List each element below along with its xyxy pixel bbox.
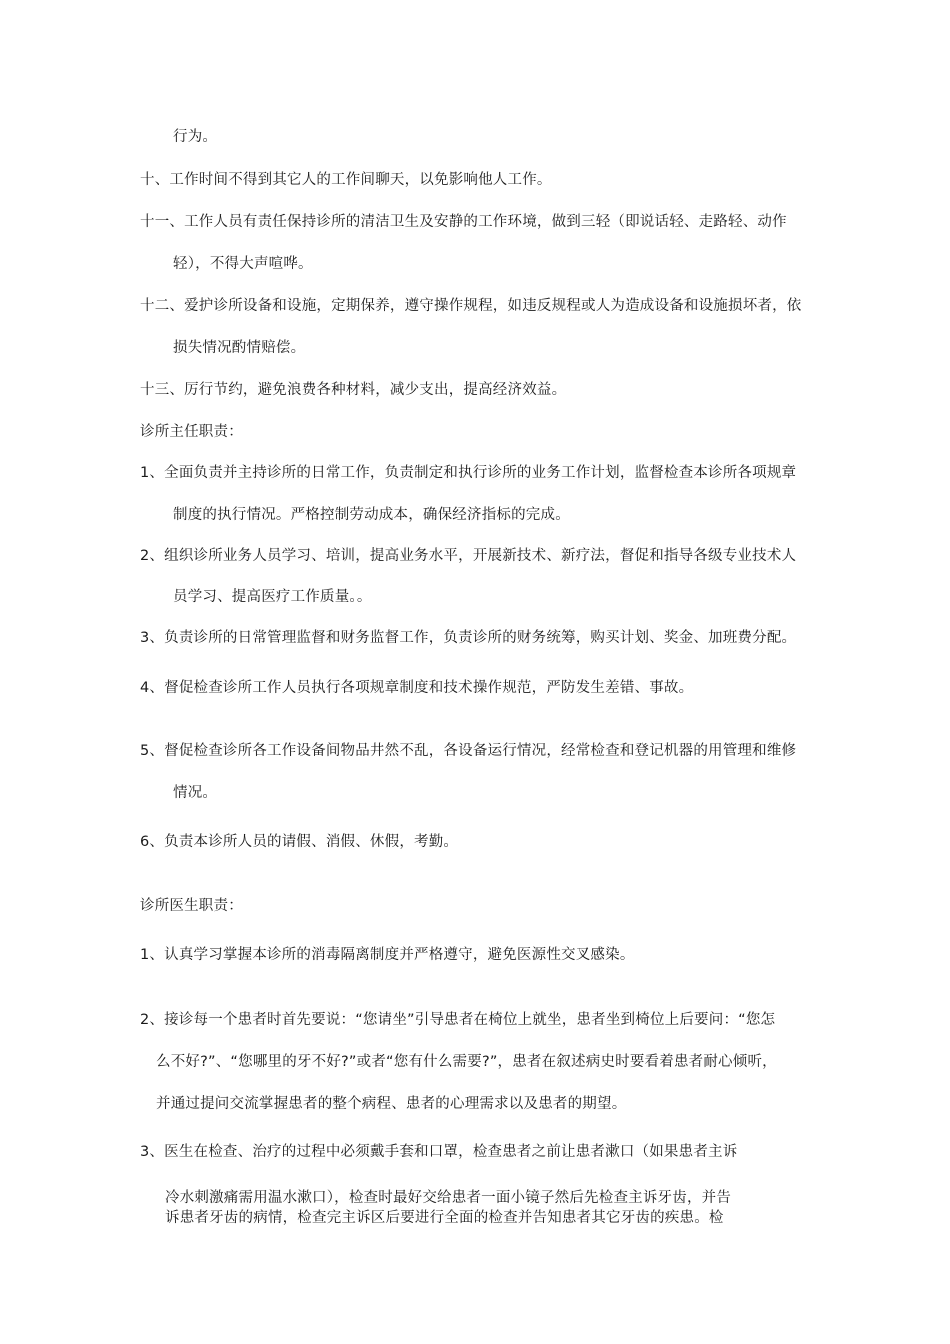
director-duty-1-continuation: 制度的执行情况。严格控制劳动成本，确保经济指标的完成。 [173, 507, 570, 523]
rule-9-continuation: 行为。 [173, 129, 218, 145]
rule-12: 十二、爱护诊所设备和设施，定期保养，遵守操作规程，如违反规程或人为造成设备和设施损坏者，依 [140, 298, 802, 314]
section-heading-director: 诊所主任职责： [140, 424, 243, 440]
director-duty-5: 5、督促检查诊所各工作设备间物品井然不乱，各设备运行情况，经常检查和登记机器的用管理和维修 [140, 743, 797, 759]
rule-12-continuation: 损失情况酌情赔偿。 [173, 340, 306, 356]
doctor-duty-3-continuation-a: 冷水刺激痛需用温水漱口），检查时最好交给患者一面小镜子然后先检查主诉牙齿，并告 [165, 1190, 732, 1206]
doctor-duty-2-continuation-b: 并通过提问交流掌握患者的整个病程、患者的心理需求以及患者的期望。 [156, 1096, 627, 1112]
section-heading-doctor: 诊所医生职责： [140, 898, 243, 914]
rule-11: 十一、工作人员有责任保持诊所的清洁卫生及安静的工作环境，做到三轻（即说话轻、走路轻、动作 [140, 214, 787, 230]
doctor-duty-1: 1、认真学习掌握本诊所的消毒隔离制度并严格遵守，避免医源性交叉感染。 [140, 947, 635, 963]
director-duty-1: 1、全面负责并主持诊所的日常工作，负责制定和执行诊所的业务工作计划，监督检查本诊所各项规章 [140, 465, 797, 481]
rule-11-continuation: 轻），不得大声喧哗。 [173, 256, 313, 272]
director-duty-5-continuation: 情况。 [173, 785, 218, 801]
director-duty-6: 6、负责本诊所人员的请假、消假、休假，考勤。 [140, 834, 459, 850]
director-duty-2: 2、组织诊所业务人员学习、培训，提高业务水平，开展新技术、新疗法，督促和指导各级专业技术人 [140, 548, 797, 564]
doctor-duty-2: 2、接诊每一个患者时首先要说：“您请坐”引导患者在椅位上就坐，患者坐到椅位上后要问：“您怎 [140, 1012, 776, 1028]
doctor-duty-3-continuation-b: 诉患者牙齿的病情，检查完主诉区后要进行全面的检查并告知患者其它牙齿的疾患。检 [165, 1210, 724, 1226]
director-duty-3: 3、负责诊所的日常管理监督和财务监督工作，负责诊所的财务统筹，购买计划、奖金、加班费分配。 [140, 630, 797, 646]
doctor-duty-3: 3、医生在检查、治疗的过程中必须戴手套和口罩，检查患者之前让患者漱口（如果患者主诉 [140, 1144, 738, 1160]
rule-13: 十三、厉行节约，避免浪费各种材料，减少支出，提高经济效益。 [140, 382, 567, 398]
rule-10: 十、工作时间不得到其它人的工作间聊天，以免影响他人工作。 [140, 172, 552, 188]
director-duty-4: 4、督促检查诊所工作人员执行各项规章制度和技术操作规范，严防发生差错、事故。 [140, 680, 694, 696]
doctor-duty-2-continuation-a: 么不好?”、“您哪里的牙不好?”或者“您有什么需要?”，患者在叙述病史时要看着患者耐心倾听， [156, 1054, 777, 1070]
director-duty-2-continuation: 员学习、提高医疗工作质量。。 [173, 589, 372, 605]
